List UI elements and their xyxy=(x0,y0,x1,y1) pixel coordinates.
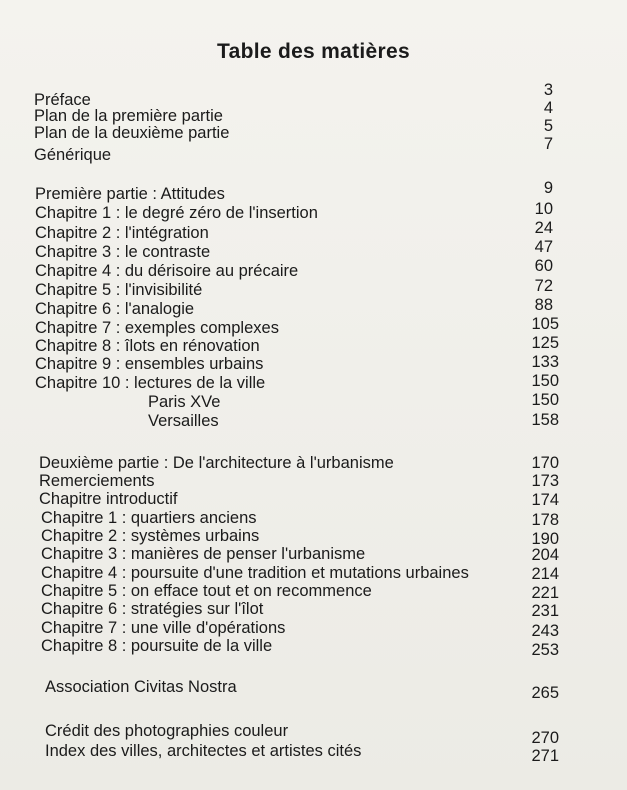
toc-page: 7 xyxy=(543,135,553,153)
toc-label: Chapitre 6 : stratégies sur l'îlot xyxy=(41,600,264,618)
toc-label: Chapitre 9 : ensembles urbains xyxy=(35,355,264,373)
toc-page: 265 xyxy=(531,684,559,702)
toc-label: Chapitre 2 : l'intégration xyxy=(35,224,209,242)
toc-page: 72 xyxy=(534,277,553,295)
toc-label: Versailles xyxy=(148,412,219,430)
toc-page: 150 xyxy=(531,391,559,409)
toc-page: 133 xyxy=(531,353,559,371)
toc-entry xyxy=(0,741,627,765)
toc-page: 173 xyxy=(531,472,559,490)
toc-page: 214 xyxy=(531,565,559,583)
toc-page: 158 xyxy=(531,411,559,429)
toc-entry xyxy=(0,526,627,546)
toc-label: Chapitre introductif xyxy=(39,490,178,508)
toc-label: Chapitre 5 : l'invisibilité xyxy=(35,281,203,299)
toc-label: Chapitre 3 : le contraste xyxy=(35,243,211,261)
toc-label: Chapitre 8 : îlots en rénovation xyxy=(35,337,260,355)
toc-label: Crédit des photographies couleur xyxy=(45,722,289,740)
toc-entry xyxy=(0,508,627,528)
toc-entry xyxy=(0,179,627,204)
toc-entry xyxy=(0,238,627,262)
toc-entry xyxy=(0,721,627,747)
toc-entry xyxy=(0,544,627,564)
toc-entry xyxy=(0,618,627,638)
toc-label: Chapitre 7 : exemples complexes xyxy=(35,319,279,337)
toc-entry xyxy=(0,257,627,281)
toc-page: 190 xyxy=(531,530,559,548)
toc-page: 150 xyxy=(531,372,559,390)
toc-label: Chapitre 1 : le degré zéro de l'insertion xyxy=(35,204,318,222)
toc-entry xyxy=(0,219,627,243)
toc-label: Préface xyxy=(34,91,91,109)
toc-page: 24 xyxy=(534,219,553,237)
toc-label: Chapitre 7 : une ville d'opérations xyxy=(41,619,286,637)
toc-page: 125 xyxy=(531,334,559,352)
toc-page: 271 xyxy=(531,747,559,765)
toc-label: Chapitre 1 : quartiers anciens xyxy=(41,509,257,527)
toc-entry xyxy=(0,411,627,431)
toc-entry xyxy=(0,453,627,473)
toc-entry xyxy=(0,392,627,412)
toc-label: Remerciements xyxy=(39,472,155,490)
toc-entry xyxy=(0,563,627,583)
toc-label: Chapitre 3 : manières de penser l'urbanisme xyxy=(41,545,366,563)
toc-page: 221 xyxy=(531,584,559,602)
toc-page: 170 xyxy=(531,454,559,472)
toc-page: 47 xyxy=(534,238,553,256)
toc-entry xyxy=(0,636,627,659)
toc-page: 4 xyxy=(543,99,553,117)
toc-entry xyxy=(0,200,627,223)
toc-page: 60 xyxy=(534,257,553,275)
toc-page: 3 xyxy=(543,81,553,99)
toc-page: 253 xyxy=(531,641,559,659)
toc-entry xyxy=(0,277,627,300)
toc-label: Paris XVe xyxy=(148,393,221,411)
page-title: Table des matières xyxy=(217,40,410,63)
toc-label: Deuxième partie : De l'architecture à l'urbanisme xyxy=(39,454,394,472)
toc-entry xyxy=(0,677,627,702)
toc-entry xyxy=(0,599,627,619)
toc-entry xyxy=(0,135,627,165)
toc-label: Chapitre 8 : poursuite de la ville xyxy=(41,637,273,655)
toc-page: 270 xyxy=(531,729,559,747)
toc-label: Plan de la première partie xyxy=(34,107,223,125)
toc-label: Générique xyxy=(34,146,112,164)
toc-label: Association Civitas Nostra xyxy=(45,678,237,696)
toc-entry xyxy=(0,489,627,509)
toc-page: 204 xyxy=(531,546,559,564)
toc-label: Index des villes, architectes et artistes cités xyxy=(45,742,362,760)
toc-entry xyxy=(0,117,627,143)
toc-page: 105 xyxy=(531,315,559,333)
toc-page: 178 xyxy=(531,511,559,529)
toc-label: Chapitre 4 : poursuite d'une tradition et mutations urbaines xyxy=(41,564,469,582)
toc-entry xyxy=(0,581,627,601)
toc-label: Plan de la deuxième partie xyxy=(34,124,230,142)
toc-label: Chapitre 6 : l'analogie xyxy=(35,300,195,318)
toc-page: 243 xyxy=(531,622,559,640)
toc-page: 88 xyxy=(534,296,553,314)
toc-label: Chapitre 4 : du dérisoire au précaire xyxy=(35,262,299,280)
toc-page: 9 xyxy=(543,179,553,197)
toc-label: Chapitre 5 : on efface tout et on recommence xyxy=(41,582,372,600)
toc-page: 10 xyxy=(534,200,553,218)
toc-label: Première partie : Attitudes xyxy=(35,185,225,203)
toc-page: 231 xyxy=(531,602,559,620)
toc-entry xyxy=(0,471,627,491)
toc-label: Chapitre 2 : systèmes urbains xyxy=(41,527,260,545)
toc-label: Chapitre 10 : lectures de la ville xyxy=(35,374,266,392)
toc-page: 174 xyxy=(531,491,559,509)
toc-page: 5 xyxy=(543,117,553,135)
